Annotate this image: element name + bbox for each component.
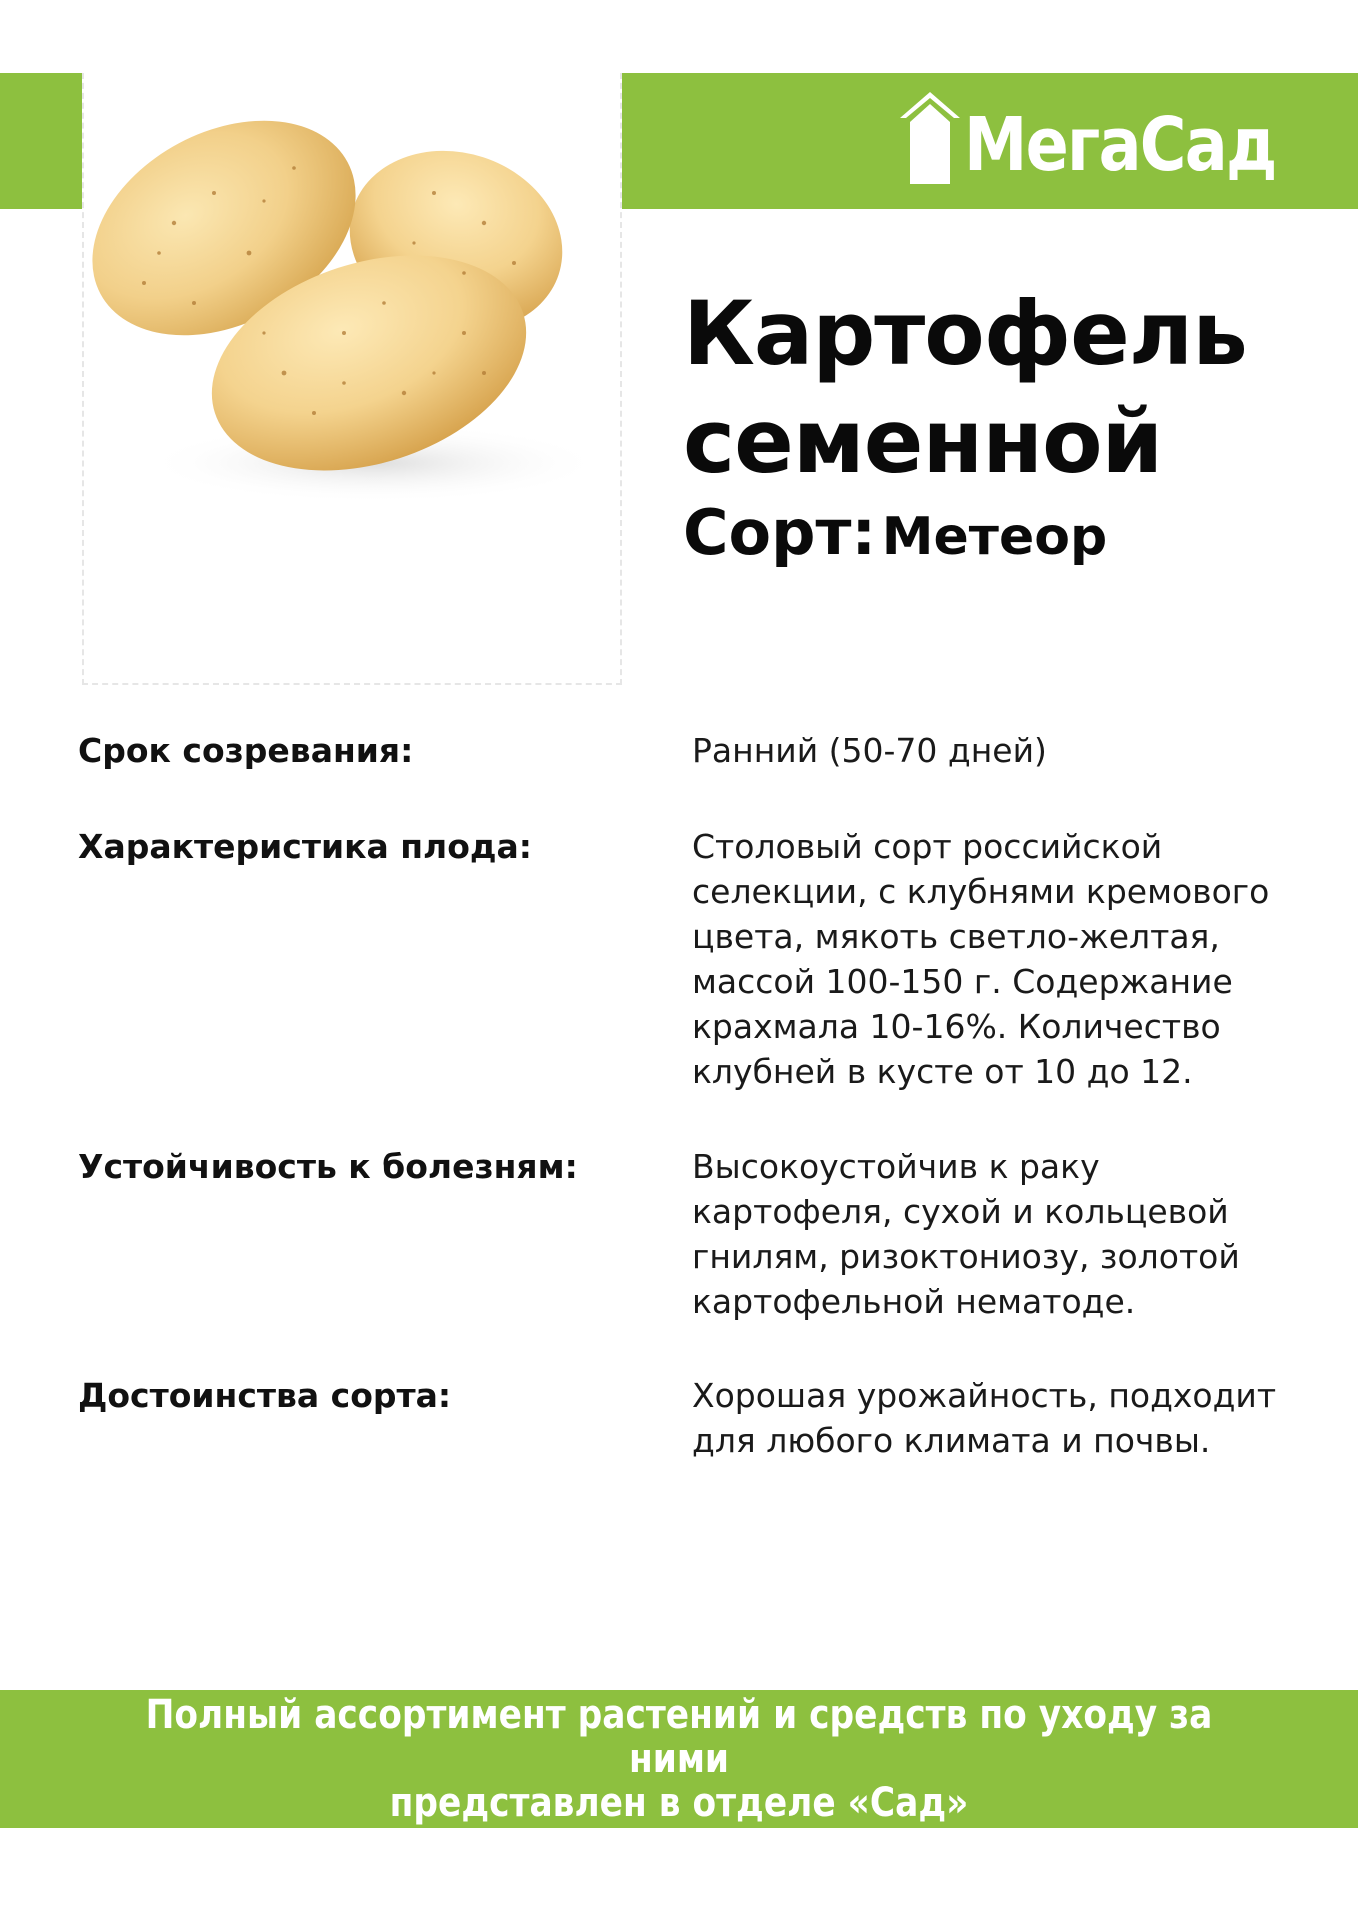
potatoes-image bbox=[84, 73, 624, 685]
house-icon bbox=[900, 92, 960, 192]
spec-value: Ранний (50-70 дней) bbox=[692, 731, 1047, 770]
header-band-left bbox=[0, 73, 82, 209]
variety-label: Сорт: bbox=[683, 496, 877, 569]
footer-line-2: представлен в отделе «Сад» bbox=[389, 1780, 969, 1826]
spec-value: Хорошая урожайность, подходит для любого климата и почвы. bbox=[692, 1376, 1277, 1460]
variety-value: Метеор bbox=[881, 507, 1108, 567]
spec-value: Высокоустойчив к раку картофеля, сухой и кольцевой гнилям, ризоктониозу, золотой картофельной нематоде. bbox=[692, 1147, 1240, 1321]
brand-name: МегаСад bbox=[964, 102, 1276, 188]
spec-value: Столовый сорт российской селекции, с клубнями кремового цвета, мякоть светло-желтая, массой 100-150 г. Содержание крахмала 10-16%. Количество клубней в кусте от 10 до 12. bbox=[692, 827, 1270, 1091]
product-title bbox=[683, 280, 1247, 496]
brand-logo bbox=[900, 82, 1326, 192]
spec-label: Достоинства сорта: bbox=[78, 1376, 452, 1415]
title-line-1: Картофель bbox=[683, 282, 1247, 385]
variety bbox=[683, 496, 1107, 569]
spec-label: Устойчивость к болезням: bbox=[78, 1147, 578, 1186]
spec-label: Срок созревания: bbox=[78, 731, 414, 770]
footer-banner bbox=[0, 1690, 1358, 1828]
spec-label: Характеристика плода: bbox=[78, 827, 532, 866]
product-photo bbox=[82, 73, 622, 685]
title-line-2: семенной bbox=[683, 390, 1163, 493]
footer-line-1: Полный ассортимент растений и средств по уходу за ними bbox=[145, 1692, 1213, 1782]
